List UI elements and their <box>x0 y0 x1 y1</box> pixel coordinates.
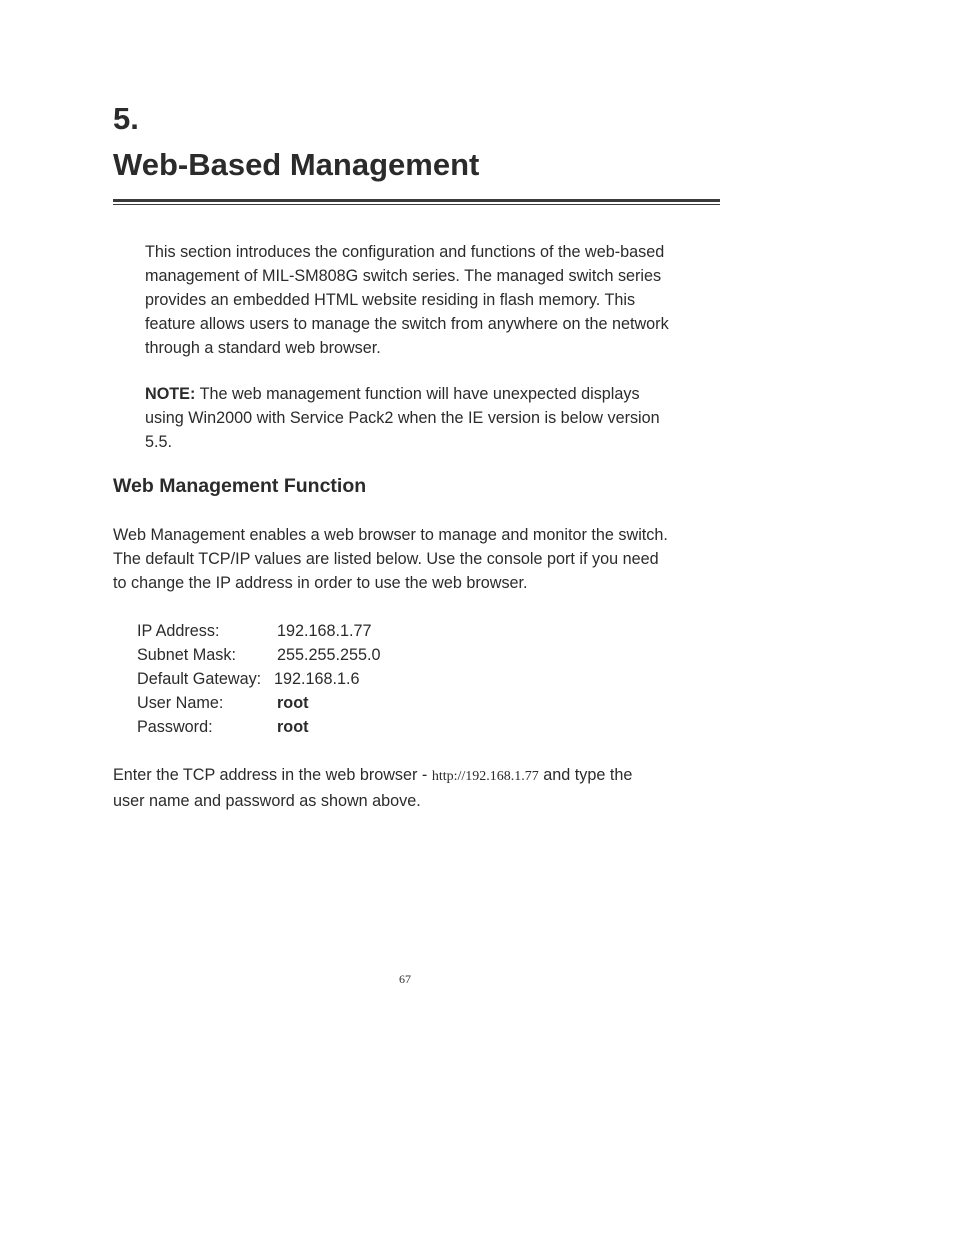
note-paragraph <box>145 382 720 454</box>
note-text: The web management function will have unexpected displays using Win2000 with Service Pack2 when the IE version is below version 5.5. <box>145 385 660 451</box>
section-description: Web Management enables a web browser to manage and monitor the switch. The default TCP/IP values are listed below. Use the console port if you need to change the IP address in order to use the web browser. <box>113 526 668 592</box>
setting-value: 255.255.255.0 <box>277 646 381 664</box>
setting-value: root <box>277 694 309 712</box>
section-heading: Web Management Function <box>113 475 367 497</box>
setting-label: Default Gateway: <box>137 670 262 688</box>
chapter-title: Web-Based Management <box>113 147 480 182</box>
setting-label: IP Address: <box>137 622 220 640</box>
setting-label: Subnet Mask: <box>137 646 236 664</box>
setting-value: 192.168.1.6 <box>274 670 360 688</box>
title-divider-thick <box>113 199 720 202</box>
page-number: 67 <box>399 972 411 986</box>
intro-paragraph: This section introduces the configuration and functions of the web-based management of MIL-SM808G switch series. The managed switch series provides an embedded HTML website residing in flash memory. This feature allows users to manage the switch from anywhere on the network through a standard web browser. <box>145 243 669 357</box>
enter-address-paragraph <box>113 763 713 813</box>
enter-text-before: Enter the TCP address in the web browser - <box>113 766 432 784</box>
setting-value: root <box>277 718 309 736</box>
chapter-number: 5. <box>113 101 139 136</box>
web-address-link[interactable]: http://192.168.1.77 <box>431 769 539 784</box>
note-label: NOTE: <box>145 385 196 403</box>
setting-label: User Name: <box>137 694 224 712</box>
enter-text-after: and type the user name and password as shown above. <box>113 766 633 810</box>
title-divider-thin <box>113 204 720 205</box>
setting-label: Password: <box>137 718 213 736</box>
setting-value: 192.168.1.77 <box>277 622 372 640</box>
